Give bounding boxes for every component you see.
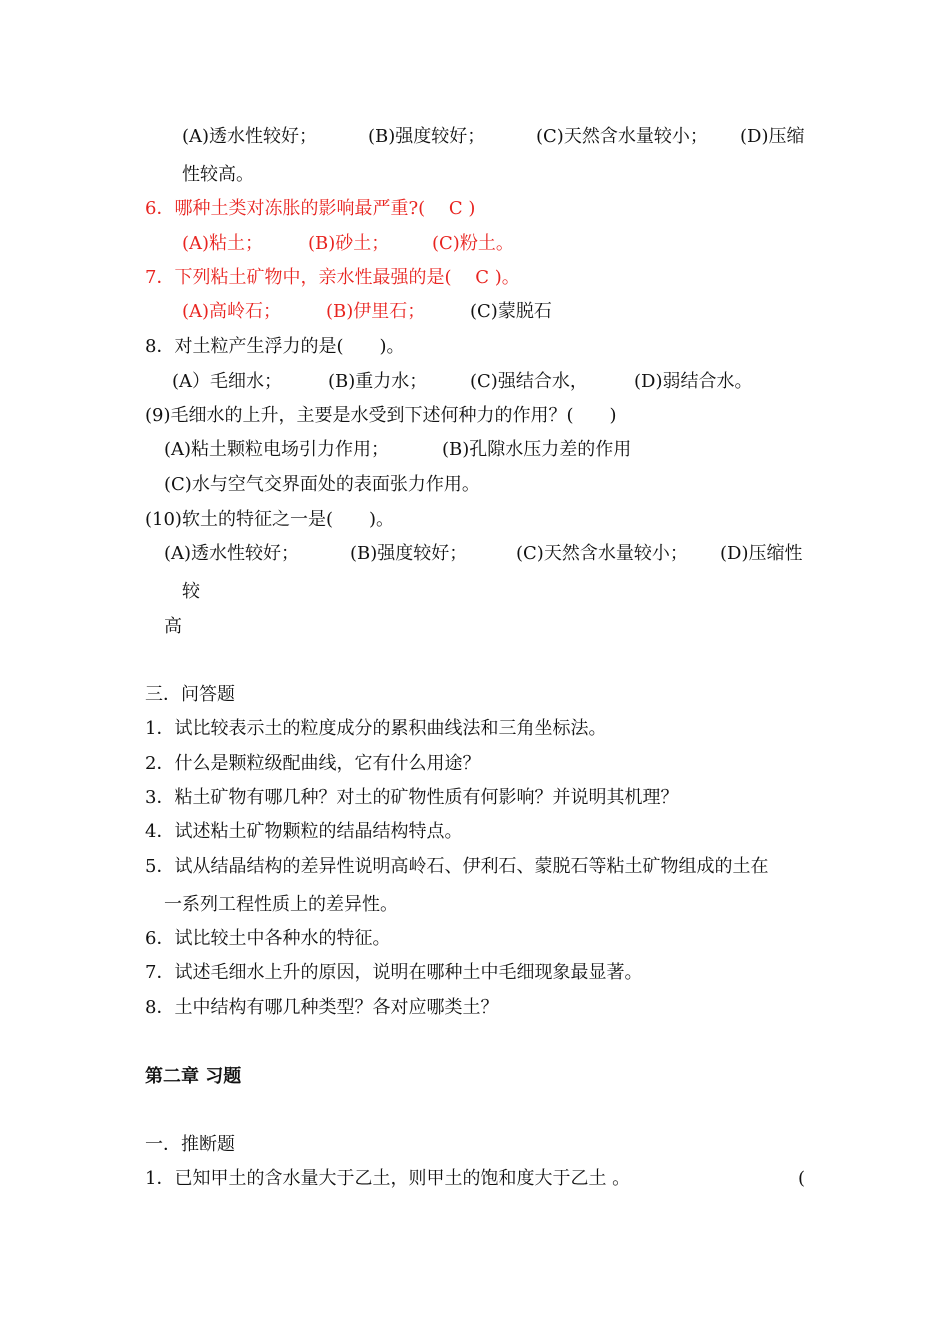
q7-option-a: (A)高岭石； — [182, 301, 282, 322]
q9-option-b: (B)孔隙水压力差的作用 — [442, 439, 632, 460]
q8-option-d: (D)弱结合水。 — [634, 371, 753, 392]
q8-stem: 8．对土粒产生浮力的是( )。 — [145, 336, 405, 357]
section3-item: 6．试比较土中各种水的特征。 — [145, 928, 391, 949]
q10-option-continuation-1: 较 — [182, 581, 200, 602]
q7-option-b: (B)伊里石； — [326, 301, 426, 322]
q5-option-b: (B)强度较好； — [368, 126, 486, 147]
q5-option-d: (D)压缩 — [740, 126, 805, 147]
q9-option-c: (C)水与空气交界面处的表面张力作用。 — [164, 474, 480, 495]
q10-option-b: (B)强度较好； — [350, 543, 468, 564]
q10-stem: (10)软土的特征之一是( )。 — [145, 509, 394, 530]
section3-item: 1．试比较表示土的粒度成分的累积曲线法和三角坐标法。 — [145, 718, 607, 739]
q6-option-c: (C)粉土。 — [432, 233, 514, 254]
q8-option-c: (C)强结合水， — [470, 371, 588, 392]
q10-option-c: (C)天然含水量较小； — [516, 543, 688, 564]
section1-title: 一．推断题 — [145, 1134, 235, 1155]
q7-option-c: (C)蒙脱石 — [470, 301, 552, 322]
section3-item: 4．试述粘土矿物颗粒的结晶结构特点。 — [145, 821, 463, 842]
section3-item: 5．试从结晶结构的差异性说明高岭石、伊利石、蒙脱石等粘土矿物组成的土在 — [145, 856, 769, 877]
q7-stem: 7．下列粘土矿物中，亲水性最强的是( C )。 — [145, 267, 520, 288]
q5-option-continuation: 性较高。 — [182, 164, 254, 185]
q10-option-continuation-2: 高 — [164, 616, 182, 637]
q10-option-a: (A)透水性较好； — [164, 543, 300, 564]
q8-option-b: (B)重力水； — [328, 371, 428, 392]
q6-option-a: (A)粘土； — [182, 233, 264, 254]
section3-item: 8．土中结构有哪几种类型？各对应哪类土？ — [145, 997, 499, 1018]
section3-item: 3．粘土矿物有哪几种？对土的矿物性质有何影响？并说明其机理？ — [145, 787, 679, 808]
section3-item: 7．试述毛细水上升的原因，说明在哪种土中毛细现象最显著。 — [145, 962, 643, 983]
section3-item-continuation: 一系列工程性质上的差异性。 — [164, 894, 398, 915]
section3-title: 三．问答题 — [145, 684, 235, 705]
q6-stem: 6．哪种土类对冻胀的影响最严重?( C ) — [145, 198, 476, 219]
q9-stem: (9)毛细水的上升，主要是水受到下述何种力的作用？( ) — [145, 405, 617, 426]
q10-option-d: (D)压缩性 — [720, 543, 803, 564]
chapter2-q1-paren: ( — [798, 1168, 806, 1189]
q5-option-c: (C)天然含水量较小； — [536, 126, 708, 147]
q6-option-b: (B)砂土； — [308, 233, 390, 254]
chapter2-q1: 1．已知甲土的含水量大于乙土，则甲土的饱和度大于乙土 。 — [145, 1168, 631, 1189]
chapter-title: 第二章 习题 — [145, 1066, 242, 1087]
q9-option-a: (A)粘土颗粒电场引力作用； — [164, 439, 390, 460]
q5-option-a: (A)透水性较好； — [182, 126, 318, 147]
section3-item: 2．什么是颗粒级配曲线，它有什么用途？ — [145, 753, 481, 774]
q8-option-a: (A）毛细水； — [172, 371, 283, 392]
